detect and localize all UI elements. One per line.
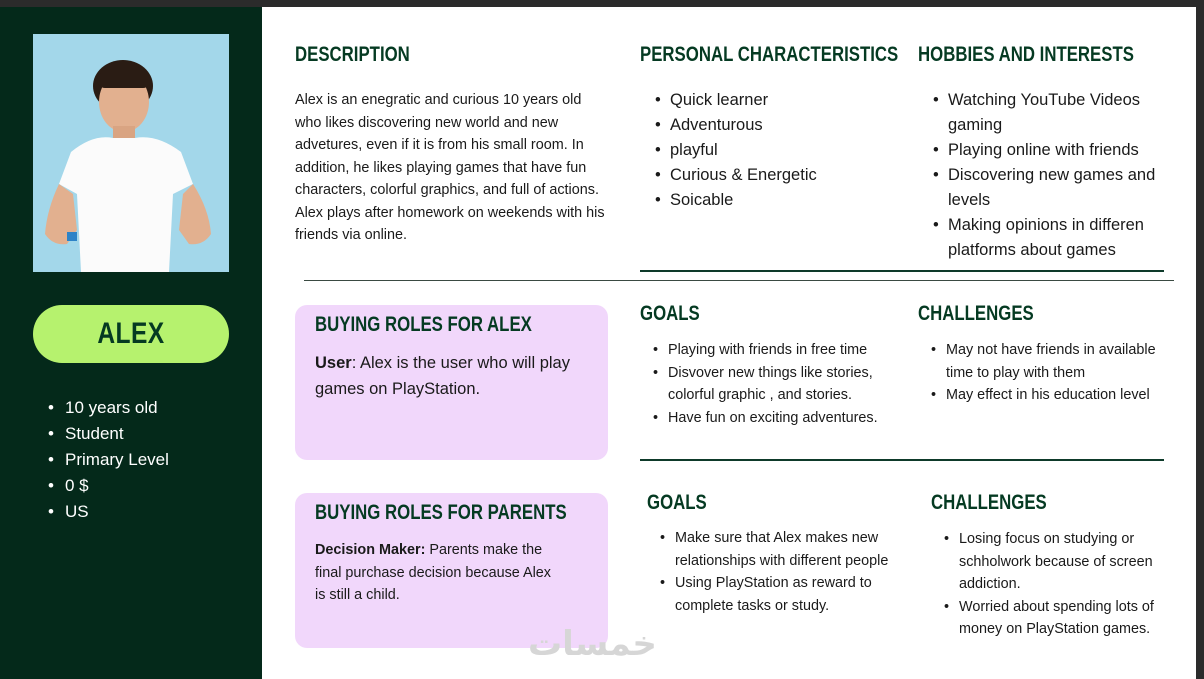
list-item: • Curious & Energetic: [655, 163, 875, 188]
divider-characteristics: [640, 270, 1164, 272]
list-item: • Losing focus on studying or schholwork because of screen addiction.: [944, 528, 1179, 596]
list-item: • playful: [655, 138, 875, 163]
goals-alex-list: [653, 339, 898, 429]
divider-section: [304, 280, 1174, 281]
challenges-parents-list: [944, 528, 1179, 641]
buying-roles-alex-card: [295, 305, 608, 460]
window-right-strip: [1196, 0, 1204, 679]
persona-name-badge: [33, 305, 229, 363]
fact-income: • 0 $: [48, 473, 169, 499]
list-item: • Disvover new things like stories, colorful graphic , and stories.: [653, 362, 898, 407]
divider-goals: [640, 459, 1164, 461]
window-top-strip: [0, 0, 1204, 7]
role-label: User: [315, 354, 352, 372]
challenges-alex-list: [931, 339, 1171, 407]
hobbies-heading: HOBBIES AND INTERESTS: [918, 43, 1134, 66]
buying-roles-alex-heading: BUYING ROLES FOR ALEX: [315, 313, 532, 336]
list-item: • Using PlayStation as reward to complete tasks or study.: [660, 572, 900, 617]
challenges-alex-heading: CHALLENGES: [918, 302, 1034, 325]
list-item: • Watching YouTube Videos gaming: [933, 88, 1173, 138]
list-item: • May effect in his education level: [931, 384, 1171, 407]
role-label: Decision Maker:: [315, 542, 426, 558]
role-description: : Alex is the user who will play games on PlayStation.: [315, 354, 570, 398]
buying-roles-parents-text: [315, 539, 565, 607]
fact-education: • Primary Level: [48, 447, 169, 473]
description-text: Alex is an enegratic and curious 10 years old who likes discovering new world and new advetures, even if it is from his small room. In addition, he likes playing games that have fun characters, colorful graphics, and full of actions. Alex plays after homework on weekends with his friends via online.: [295, 92, 605, 243]
persona-main: [262, 7, 1196, 679]
list-item: • Have fun on exciting adventures.: [653, 407, 898, 430]
fact-age: • 10 years old: [48, 395, 169, 421]
list-item: • Make sure that Alex makes new relationships with different people: [660, 527, 900, 572]
role-description: Parents make the final purchase decision because Alex is still a child.: [315, 542, 551, 603]
buying-roles-parents-heading: BUYING ROLES FOR PARENTS: [315, 501, 567, 524]
persona-facts-list: [48, 395, 169, 525]
hobbies-list: [933, 88, 1173, 263]
goals-parents-list: [660, 527, 900, 617]
list-item: • Worried about spending lots of money on PlayStation games.: [944, 596, 1179, 641]
list-item: • Soicable: [655, 188, 875, 213]
goals-alex-heading: GOALS: [640, 302, 700, 325]
list-item: • Adventurous: [655, 113, 875, 138]
list-item: • Making opinions in differen platforms about games: [933, 213, 1173, 263]
list-item: • Quick learner: [655, 88, 875, 113]
list-item: • Discovering new games and levels: [933, 163, 1173, 213]
list-item: • May not have friends in available time to play with them: [931, 339, 1171, 384]
goals-parents-heading: GOALS: [647, 491, 707, 514]
challenges-parents-heading: CHALLENGES: [931, 491, 1047, 514]
fact-location: • US: [48, 499, 169, 525]
fact-occupation: • Student: [48, 421, 169, 447]
characteristics-list: [655, 88, 875, 213]
characteristics-heading: PERSONAL CHARACTERISTICS: [640, 43, 899, 66]
watermark-logo: خمسات: [528, 624, 657, 664]
persona-name: ALEX: [97, 317, 165, 350]
list-item: • Playing online with friends: [933, 138, 1173, 163]
persona-photo: [33, 34, 229, 272]
list-item: • Playing with friends in free time: [653, 339, 898, 362]
description-heading: DESCRIPTION: [295, 43, 410, 66]
persona-sidebar: [0, 7, 262, 679]
buying-roles-alex-text: [315, 350, 595, 402]
